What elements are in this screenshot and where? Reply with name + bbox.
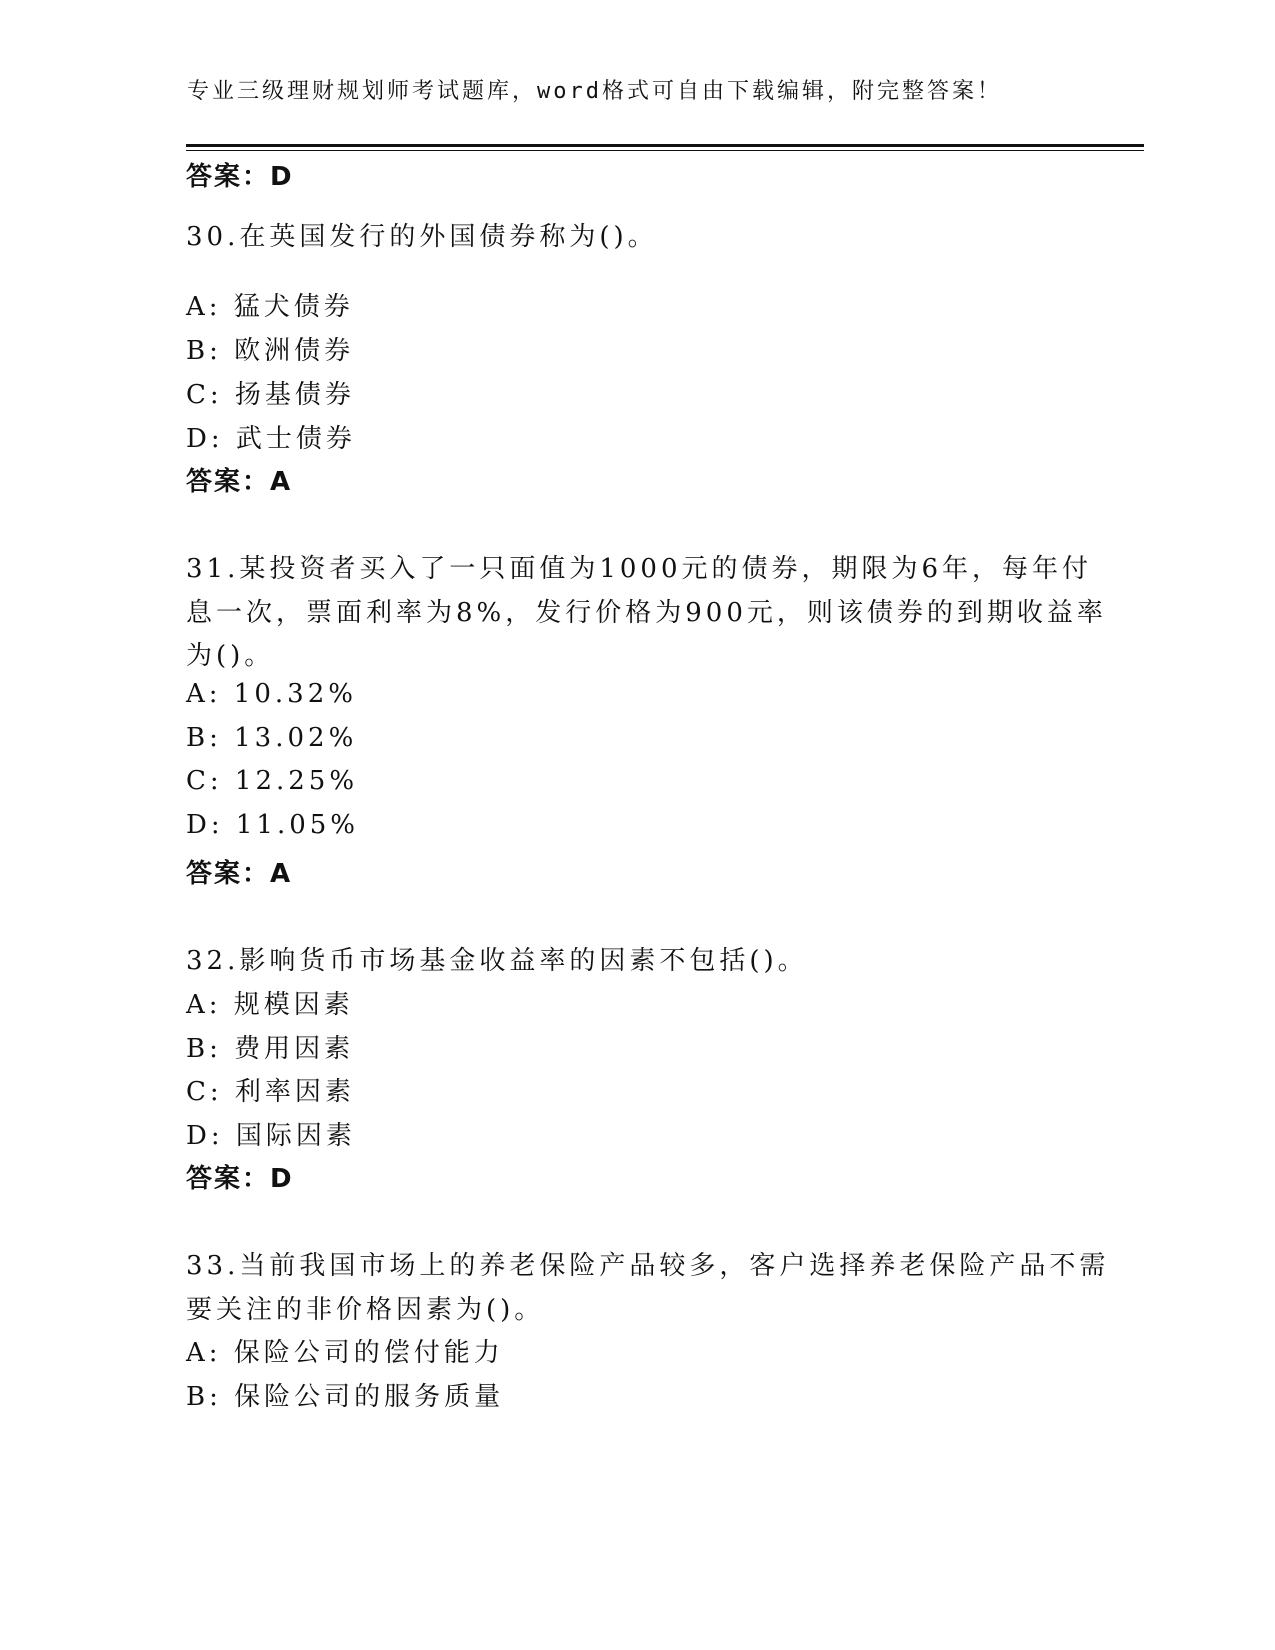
question-stem: 32.影响货币市场基金收益率的因素不包括()。	[186, 946, 808, 976]
question-stem: 31.某投资者买入了一只面值为1000元的债券，期限为6年，每年付	[186, 554, 1093, 584]
page-header: 专业三级理财规划师考试题库，word格式可自由下载编辑，附完整答案！	[187, 79, 1002, 104]
answer-line: 答案：D	[186, 162, 294, 192]
answer-line: 答案：A	[186, 859, 293, 889]
option-a: A: 猛犬债券	[186, 292, 354, 322]
question-stem: 息一次，票面利率为8%，发行价格为900元，则该债券的到期收益率	[186, 598, 1107, 628]
question-stem: 要关注的非价格因素为()。	[186, 1295, 545, 1325]
option-a: A: 10.32%	[186, 679, 357, 709]
option-a: A: 规模因素	[186, 990, 354, 1020]
question-stem: 30.在英国发行的外国债券称为()。	[186, 222, 658, 252]
option-a: A: 保险公司的偿付能力	[186, 1338, 504, 1368]
option-b: B: 费用因素	[186, 1034, 355, 1064]
option-c: C: 扬基债券	[186, 380, 355, 410]
option-d: D: 武士债券	[186, 424, 356, 454]
option-b: B: 保险公司的服务质量	[186, 1382, 505, 1412]
option-c: C: 利率因素	[186, 1077, 355, 1107]
option-c: C: 12.25%	[186, 766, 359, 796]
option-b: B: 13.02%	[186, 723, 358, 753]
answer-line: 答案：D	[186, 1164, 294, 1194]
header-rule-thick	[186, 144, 1144, 147]
option-d: D: 11.05%	[186, 810, 360, 840]
option-d: D: 国际因素	[186, 1121, 356, 1151]
question-stem: 33.当前我国市场上的养老保险产品较多，客户选择养老保险产品不需	[186, 1251, 1110, 1281]
header-rule-thin	[186, 150, 1144, 151]
answer-line: 答案：A	[186, 467, 293, 497]
option-b: B: 欧洲债券	[186, 336, 355, 366]
question-stem: 为()。	[186, 641, 275, 671]
